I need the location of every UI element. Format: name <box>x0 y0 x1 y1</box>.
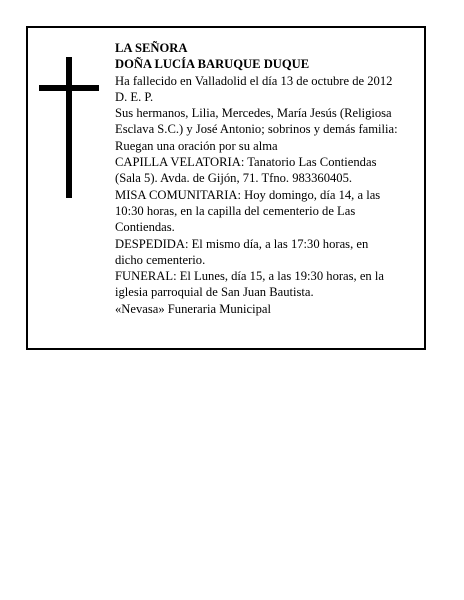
mass-line: Contiendas. <box>115 220 175 235</box>
passing-line: Ha fallecido en Valladolid el día 13 de octubre de 2012 <box>115 73 393 88</box>
cross-vertical-bar <box>66 57 72 198</box>
dep-line: D. E. P. <box>115 89 154 104</box>
cross-horizontal-bar <box>39 85 99 91</box>
funeral-line: FUNERAL: El Lunes, día 15, a las 19:30 horas, en la <box>115 269 384 284</box>
family-line: Ruegan una oración por su alma <box>115 138 278 153</box>
funeral-line: iglesia parroquial de San Juan Bautista. <box>115 285 314 300</box>
chapel-line: (Sala 5). Avda. de Gijón, 71. Tfno. 983360405. <box>115 171 353 186</box>
family-line: Esclava S.C.) y José Antonio; sobrinos y demás familia: <box>115 122 398 137</box>
family-line: Sus hermanos, Lilia, Mercedes, María Jesús (Religiosa <box>115 106 392 121</box>
mass-line: MISA COMUNITARIA: Hoy domingo, día 14, a las <box>115 187 381 202</box>
mass-line: 10:30 horas, en la capilla del cementerio de Las <box>115 203 356 218</box>
notice-title: LA SEÑORA <box>115 41 188 55</box>
funeral-home-line: «Nevasa» Funeraria Municipal <box>115 301 271 316</box>
chapel-line: CAPILLA VELATORIA: Tanatorio Las Contiendas <box>115 155 377 170</box>
obituary-notice <box>26 26 426 350</box>
farewell-line: dicho cementerio. <box>115 252 206 267</box>
farewell-line: DESPEDIDA: El mismo día, a las 17:30 horas, en <box>115 236 369 251</box>
notice-text <box>115 40 423 317</box>
deceased-name: DOÑA LUCÍA BARUQUE DUQUE <box>115 57 310 72</box>
